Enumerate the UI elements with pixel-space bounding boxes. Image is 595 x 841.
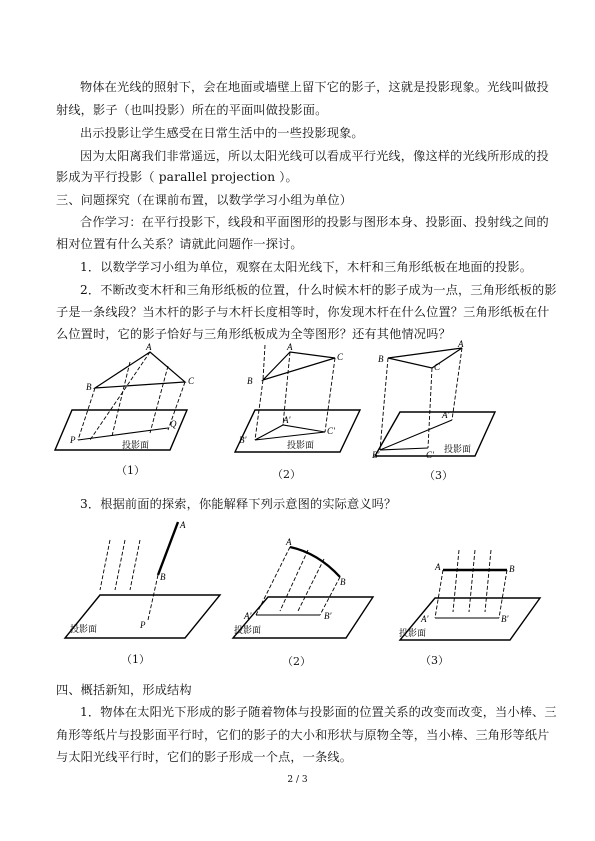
label-A-prime: A': [442, 410, 450, 420]
label-B-prime: B': [501, 614, 509, 624]
page-number: 2 / 3: [287, 775, 308, 785]
figure-2-3: [395, 540, 545, 645]
label-A: A: [287, 342, 293, 352]
label-A: A: [435, 562, 441, 572]
caption-1-3: （3）: [424, 469, 453, 482]
plane-label: 投影面: [70, 624, 98, 634]
section-heading-4: 四、概括新知，形成结构: [56, 683, 192, 697]
para-line-12: 么位置时，它的影子恰好与三角形纸板成为全等图形？还有其他情况吗？: [56, 327, 451, 341]
label-P: P: [70, 435, 76, 445]
plane-label: 投影面: [287, 440, 315, 450]
plane-label: 投影面: [122, 440, 150, 450]
para-line-10: 2．不断改变木杆和三角形纸板的位置，什么时候木杆的影子成为一点，三角形纸板的影: [80, 283, 557, 297]
para-line-16: 角形等纸片与投影面平行时，它们的影子的大小和形状与原物全等，当小棒、三角形等纸片: [56, 728, 550, 742]
label-A: A: [286, 537, 292, 547]
label-P: P: [140, 620, 146, 630]
label-Q: Q: [170, 419, 177, 429]
section-heading-3: 三、问题探究（在课前布置，以数学学习小组为单位）: [56, 193, 353, 207]
para-line-15: 1．物体在太阳光下形成的影子随着物体与投影面的位置关系的改变而改变，当小棒、三: [80, 705, 557, 719]
para-line-2: 射线，影子（也叫投影）所在的平面叫做投影面。: [56, 103, 328, 117]
label-B-prime: B': [372, 450, 380, 460]
label-B: B: [86, 382, 92, 392]
label-B: B: [378, 354, 384, 364]
caption-1-1: （1）: [116, 464, 145, 477]
label-A: A: [458, 340, 464, 349]
para-line-5: 影成为平行投影（ parallel projection ）。: [56, 170, 298, 184]
figure-1-1: [50, 340, 200, 455]
para-line-17: 与太阳光线平行时，它们的影子形成一个点，一条线。: [56, 750, 353, 764]
label-C-prime: C': [426, 450, 434, 460]
label-B: B: [160, 572, 166, 582]
label-A-prime: A': [283, 415, 291, 425]
label-A-prime: A': [421, 614, 429, 624]
para-line-11: 子是一条线段？当木杆的影子与木杆长度相等时，你发现木杆在什么位置？三角形纸板在什: [56, 305, 550, 319]
para-line-3: 出示投影让学生感受在日常生活中的一些投影现象。: [80, 126, 364, 140]
label-C: C: [434, 362, 441, 372]
label-A: A: [146, 342, 152, 352]
label-A-prime: A': [244, 611, 252, 621]
label-B-prime: B': [239, 435, 247, 445]
label-A: A: [180, 520, 186, 530]
figure-2-2: [228, 535, 378, 640]
para-line-9: 1．以数学学习小组为单位，观察在太阳光线下，木杆和三角形纸板在地面的投影。: [80, 260, 533, 274]
para-line-13: 3．根据前面的探索，你能解释下列示意图的实际意义吗？: [80, 497, 397, 511]
figure-1-2: [225, 340, 365, 455]
label-B-prime: B': [324, 611, 332, 621]
figure-2-1: [60, 520, 225, 640]
label-C: C: [188, 376, 195, 386]
label-B: B: [340, 577, 346, 587]
plane-label: 投影面: [234, 625, 262, 635]
para-line-7: 合作学习：在平行投影下，线段和平面图形的投影与图形本身、投影面、投射线之间的: [80, 215, 549, 229]
plane-label: 投影面: [399, 628, 427, 638]
figure-1-3: [370, 340, 500, 460]
label-B: B: [247, 376, 253, 386]
label-C: C: [337, 352, 344, 362]
caption-2-1: （1）: [121, 653, 150, 666]
caption-2-3: （3）: [420, 654, 449, 667]
plane-label: 投影面: [444, 444, 472, 454]
para-line-1: 物体在光线的照射下，会在地面或墙壁上留下它的影子，这就是投影现象。光线叫做投: [80, 80, 549, 94]
label-B: B: [509, 564, 515, 574]
caption-1-2: （2）: [272, 468, 301, 481]
para-line-8: 相对位置有什么关系？请就此问题作一探讨。: [56, 237, 303, 251]
caption-2-2: （2）: [282, 655, 311, 668]
label-C-prime: C': [327, 426, 335, 436]
para-line-4: 因为太阳离我们非常遥远，所以太阳光线可以看成平行光线，像这样的光线所形成的投: [80, 149, 549, 163]
